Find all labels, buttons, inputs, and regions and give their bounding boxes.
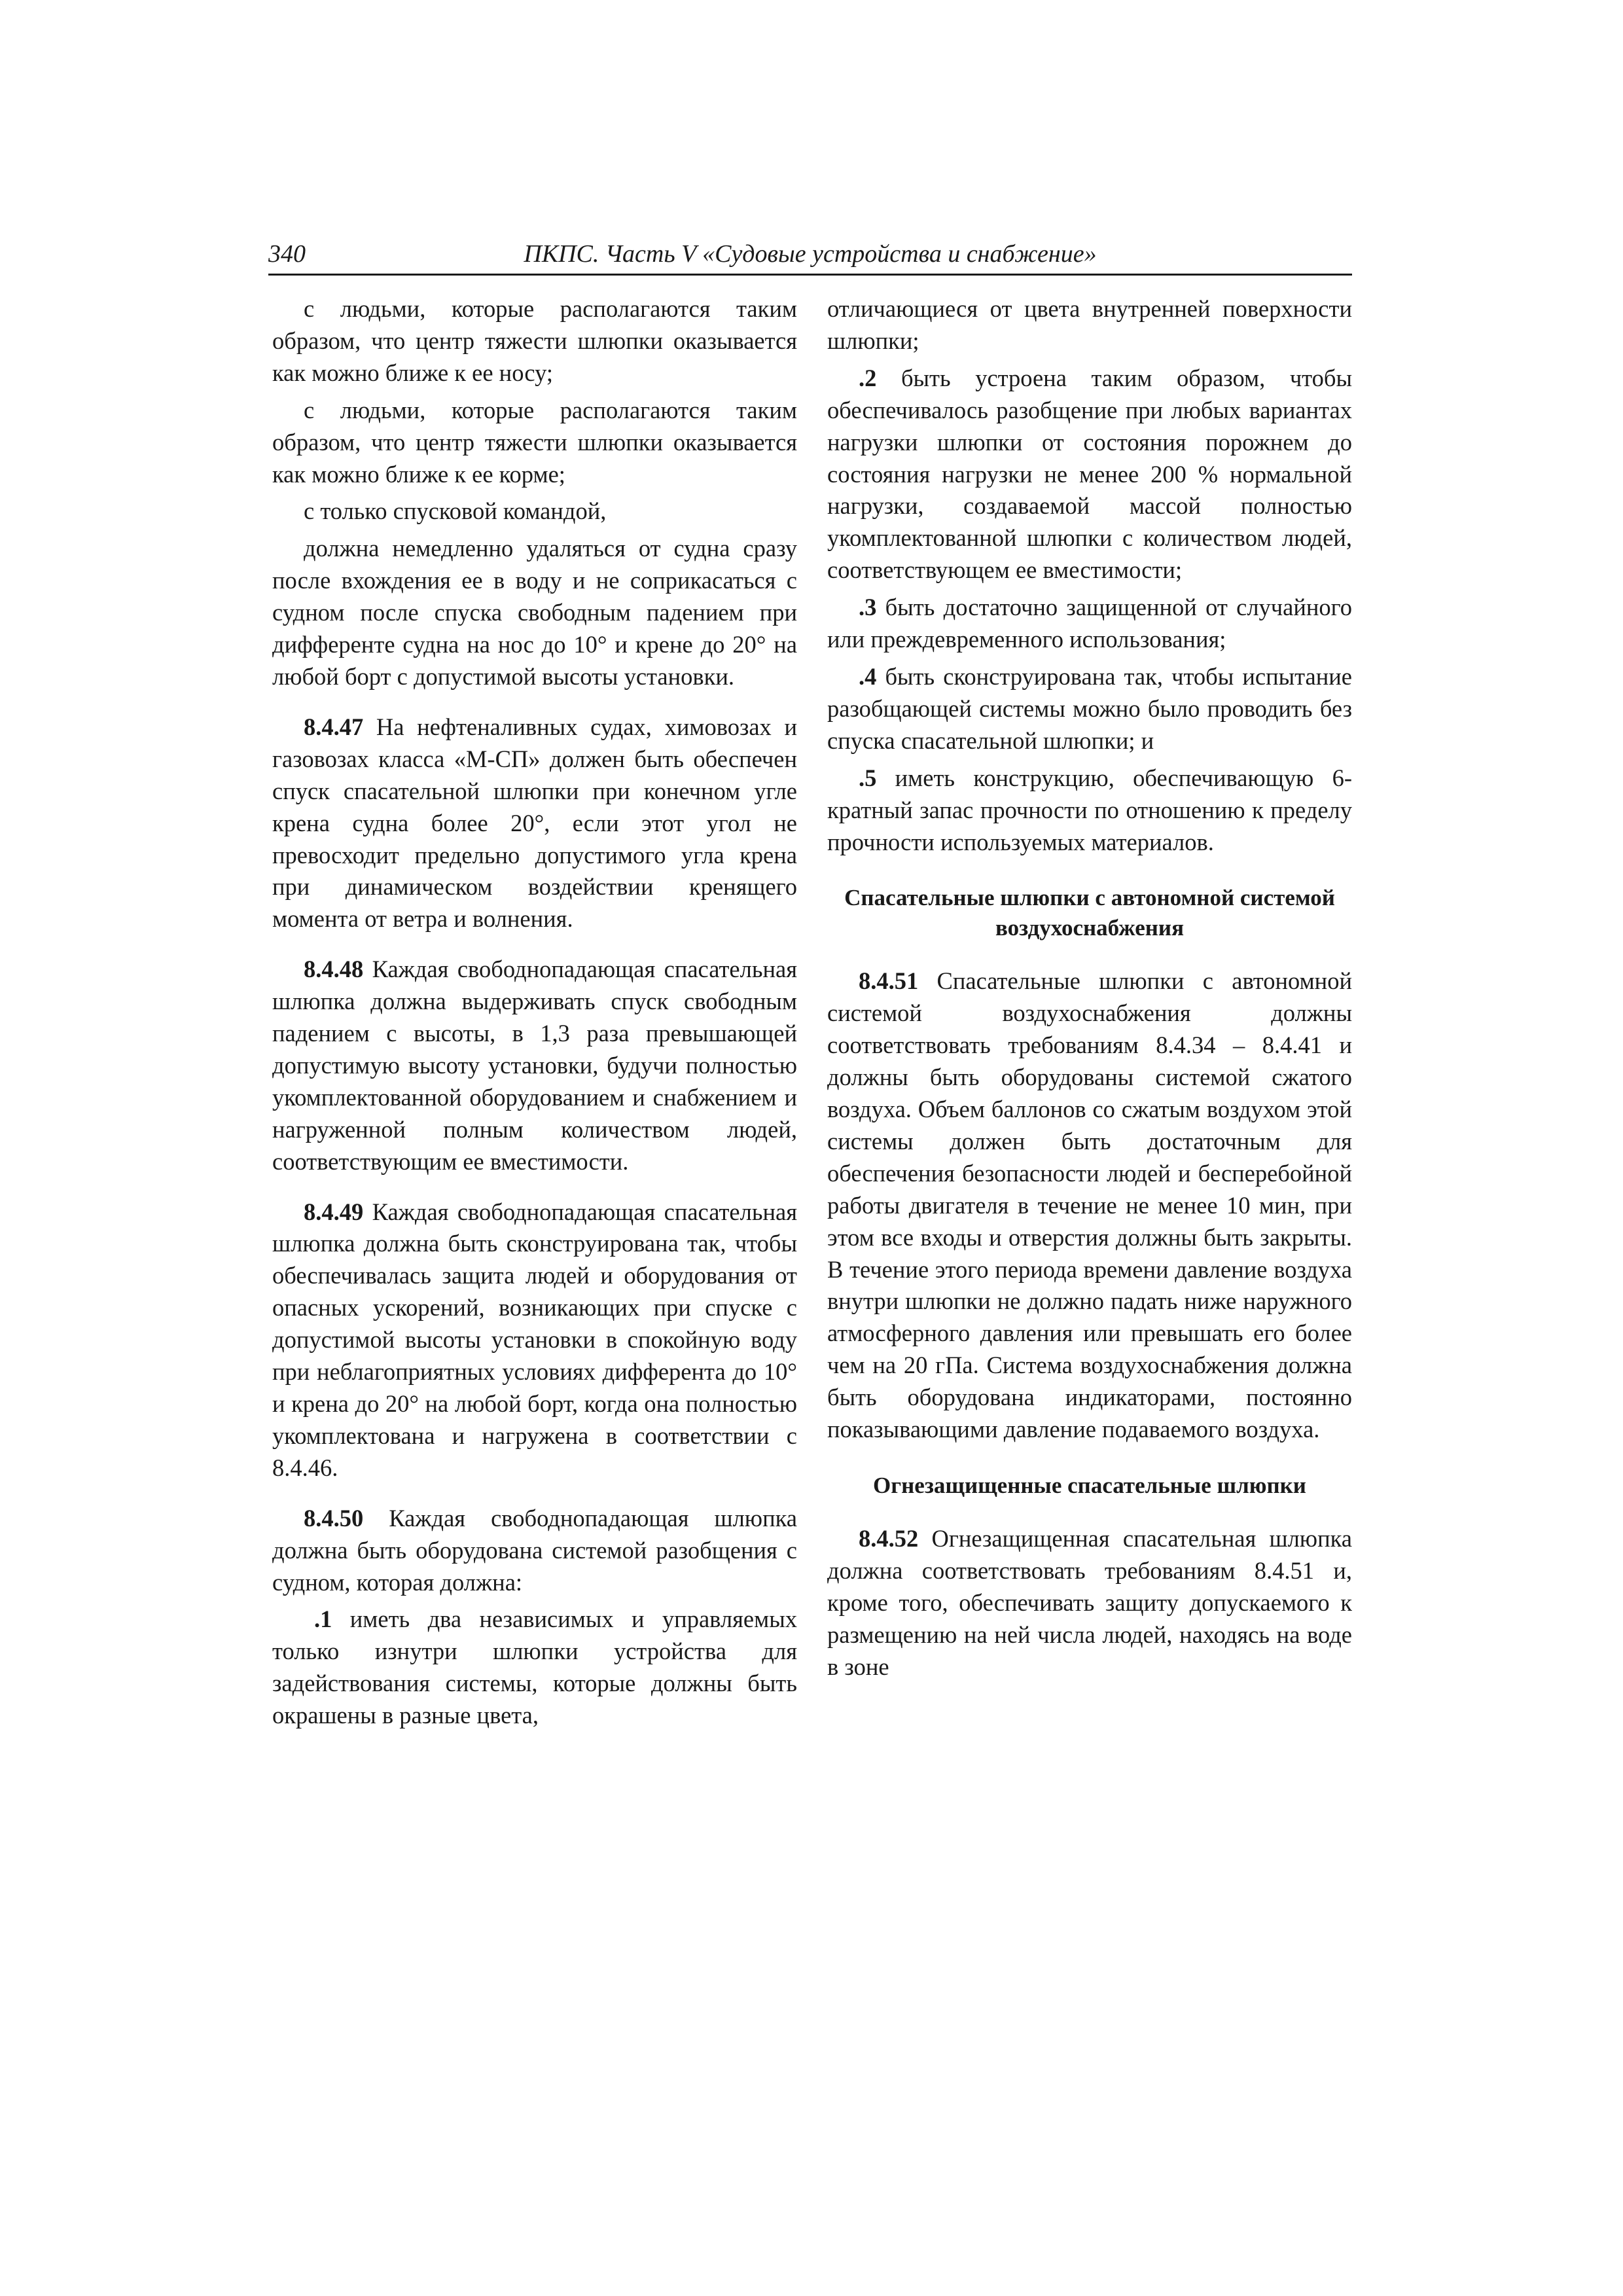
subclause-number: .4 bbox=[859, 662, 877, 690]
paragraph: с только спусковой командой, bbox=[304, 497, 607, 525]
clause-8-4-49: 8.4.49 Каждая свободнопадающая спасательная шлюпка должна быть сконструирована так, чтобы обеспечивалась защита людей и оборудования от опасных ускорений, возникающих при спуске с допустимой высоты установки в спокойную воду при неблагоприятных условиях дифферента до 10° и крена до 20° на любой борт, когда она полностью укомплектована и нагружена в соответствии с 8.4.46. bbox=[272, 1198, 797, 1481]
subclause-3: .3 быть достаточно защищенной от случайного или преждевременного использования; bbox=[827, 594, 1352, 653]
paragraph: с людьми, которые располагаются таким образом, что центр тяжести шлюпки оказывается как можно ближе к ее корме; bbox=[272, 396, 797, 488]
section-heading: Спасательные шлюпки с автономной системой воздухоснабжения bbox=[844, 885, 1335, 941]
clause-number: 8.4.49 bbox=[304, 1198, 364, 1225]
clause-8-4-52: 8.4.52 Огнезащищенная спасательная шлюпка должна соответствовать требованиям 8.4.51 и, кроме того, обеспечивать защиту допускаемого к размещению на ней числа людей, находясь на воде в зоне bbox=[827, 1525, 1352, 1680]
section-heading: Огнезащищенные спасательные шлюпки bbox=[873, 1473, 1306, 1498]
right-column bbox=[827, 293, 1352, 1689]
running-title: ПКПС. Часть V «Судовые устройства и снабжение» bbox=[524, 240, 1097, 268]
subclause-1: .1 иметь два независимых и управляемых только изнутри шлюпки устройства для задействования системы, которые должны быть окрашены в разные цвета, bbox=[272, 1605, 797, 1729]
subclause-number: .5 bbox=[859, 764, 877, 791]
paragraph: должна немедленно удаляться от судна сразу после вхождения ее в воду и не соприкасаться с судном после спуска свободным падением при дифференте судна на нос до 10° и крене до 20° на любой борт с допустимой высоты установки. bbox=[272, 535, 797, 690]
clause-number: 8.4.52 bbox=[859, 1525, 919, 1552]
clause-number: 8.4.48 bbox=[304, 956, 364, 983]
subclause-number: .3 bbox=[859, 594, 877, 621]
clause-number: 8.4.47 bbox=[304, 713, 364, 740]
subclause-number: .1 bbox=[314, 1605, 332, 1633]
clause-8-4-47: 8.4.47 На нефтеналивных судах, химовозах и газовозах класса «М-СП» должен быть обеспечен спуск спасательной шлюпки при конечном угле крена судна более 20°, если этот угол не превосходит предельно допустимого угла крена при динамическом воздействии кренящего момента от ветра и волнения. bbox=[272, 713, 797, 933]
clause-number: 8.4.50 bbox=[304, 1504, 364, 1532]
subclause-5: .5 иметь конструкцию, обеспечивающую 6-кратный запас прочности по отношению к пределу прочности используемых материалов. bbox=[827, 764, 1352, 855]
subclause-2: .2 быть устроена таким образом, чтобы обеспечивалось разобщение при любых вариантах нагрузки шлюпки от состояния порожнем до состояния нагрузки не менее 200 % нормальной нагрузки, создаваемой массой полностью укомплектованной шлюпки с количеством людей, соответствующем ее вместимости; bbox=[827, 364, 1352, 584]
clause-8-4-50: 8.4.50 Каждая свободнопадающая шлюпка должна быть оборудована системой разобщения с судном, которая должна: bbox=[272, 1504, 797, 1596]
running-header bbox=[268, 234, 1352, 276]
clause-number: 8.4.51 bbox=[859, 967, 919, 995]
paragraph: с людьми, которые располагаются таким образом, что центр тяжести шлюпки оказывается как можно ближе к ее носу; bbox=[272, 295, 797, 386]
paragraph-continuation: отличающиеся от цвета внутренней поверхности шлюпки; bbox=[827, 295, 1352, 354]
clause-8-4-48: 8.4.48 Каждая свободнопадающая спасательная шлюпка должна выдерживать спуск свободным падением с высоты, в 1,3 раза превышающей допустимую высоту установки, будучи полностью укомплектованной оборудованием и снабжением и нагруженной полным количеством людей, соответствующим ее вместимости. bbox=[272, 956, 797, 1175]
clause-8-4-51: 8.4.51 Спасательные шлюпки с автономной системой воздухоснабжения должны соответствовать требованиям 8.4.34 – 8.4.41 и должны быть оборудованы системой сжатого воздуха. Объем баллонов со сжатым воздухом этой системы должен быть достаточным для обеспечения безопасности людей и бесперебойной работы двигателя в течение не менее 10 мин, при этом все входы и отверстия должны быть закрыты. В течение этого периода времени давление воздуха внутри шлюпки не должно падать ниже наружного атмосферного давления или превышать его более чем на 20 гПа. Система воздухоснабжения должна быть оборудована индикаторами, постоянно показывающими давление подаваемого воздуха. bbox=[827, 967, 1352, 1443]
subclause-number: .2 bbox=[859, 364, 877, 391]
left-column bbox=[272, 293, 797, 1737]
page-number: 340 bbox=[268, 240, 306, 268]
subclause-4: .4 быть сконструирована так, чтобы испытание разобщающей системы можно было проводить без спуска спасательной шлюпки; и bbox=[827, 662, 1352, 754]
